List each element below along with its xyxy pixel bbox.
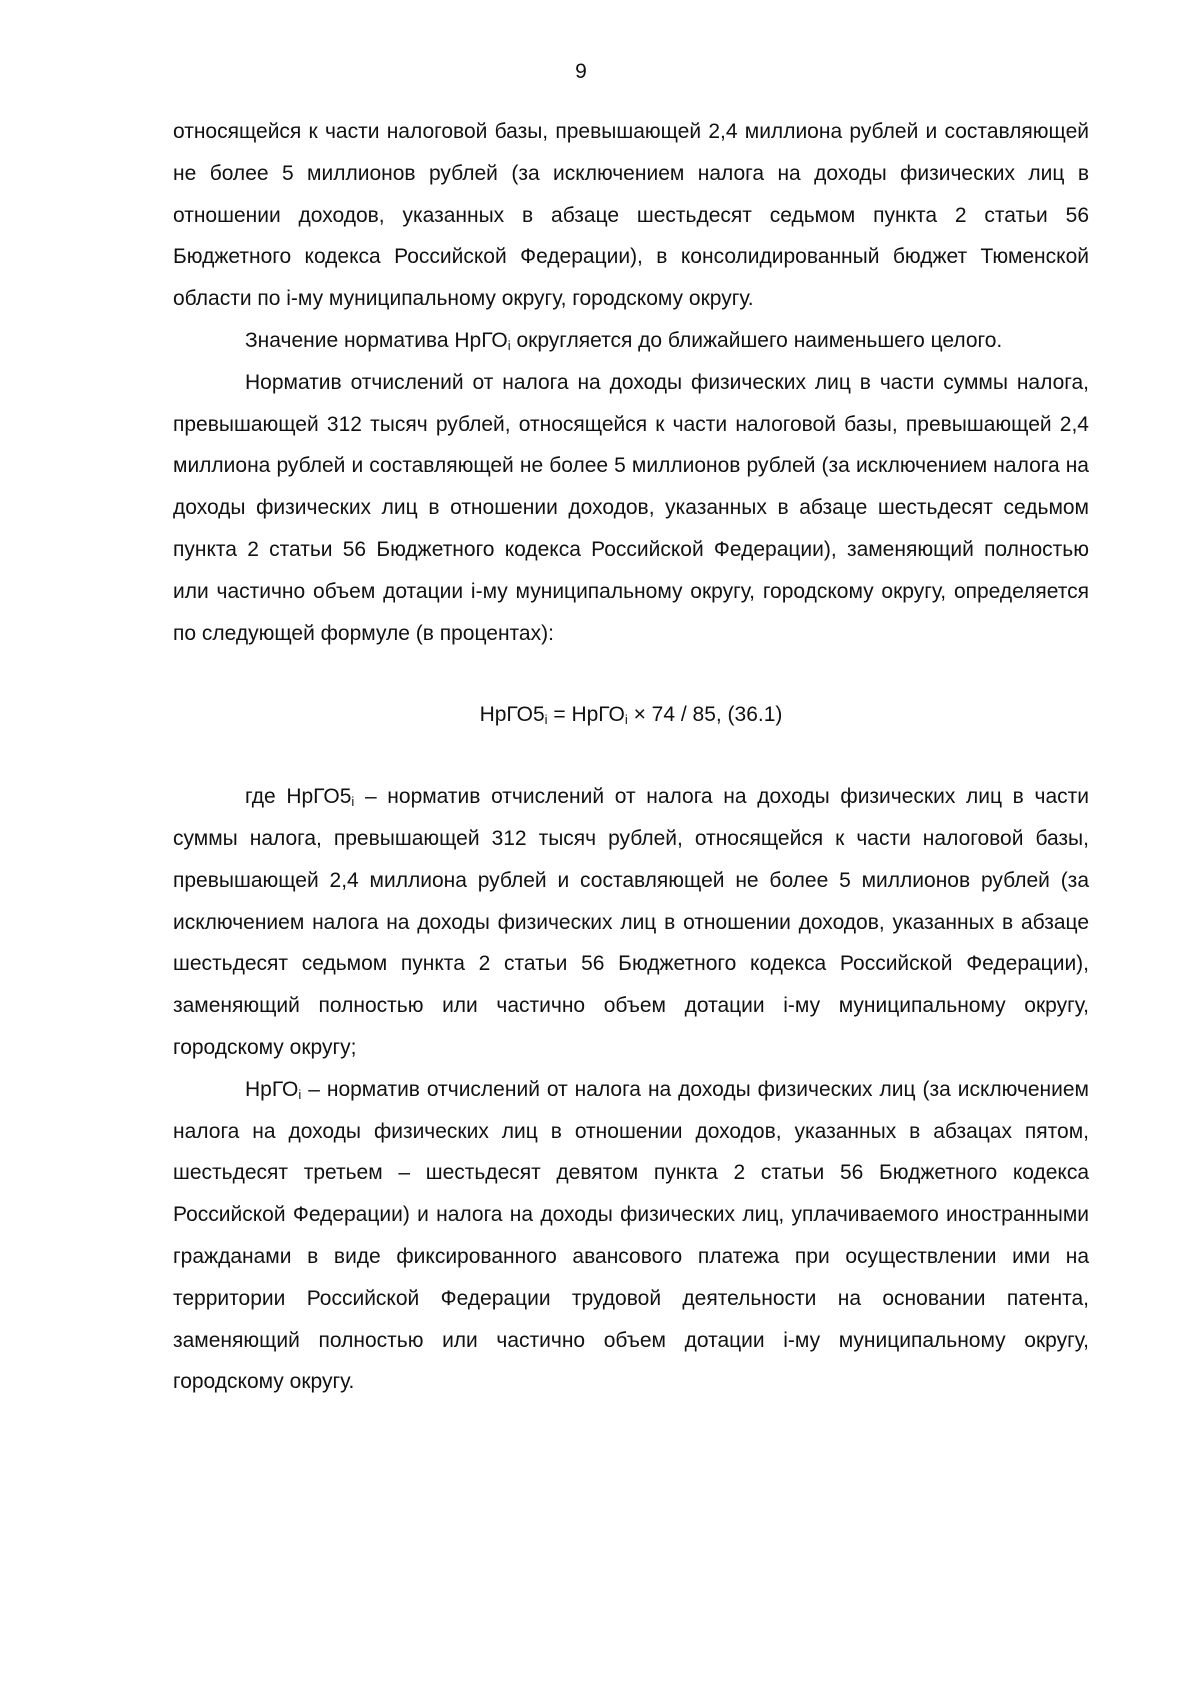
document-body [173, 111, 1089, 1403]
text-segment: – норматив отчислений от налога на доходы физических лиц в части суммы налога, превышающей 312 тысяч рублей, относящейся к части налоговой базы, превышающей 2,4 миллиона рублей и составляющей не более 5 миллионов рублей (за исключением налога на доходы физических лиц в отношении доходов, указанных в абзаце шестьдесят седьмом пункта 2 статьи 56 Бюджетного кодекса Российской Федерации), заменяющий полностью или частично объем дотации i-му муниципальному округу, городскому округу; [173, 785, 1089, 1059]
text-segment: – норматив отчислений от налога на доходы физических лиц (за исключением налога на доходы физических лиц в отношении доходов, указанных в абзацах пятом, шестьдесят третьем – шестьдесят девятом пункта 2 статьи 56 Бюджетного кодекса Российской Федерации) и налога на доходы физических лиц, уплачиваемого иностранными гражданами в виде фиксированного авансового платежа при осуществлении ими на территории Российской Федерации трудовой деятельности на основании патента, заменяющий полностью или частично объем дотации i-му муниципальному округу, городскому округу. [173, 1077, 1089, 1394]
subscript: i [507, 337, 511, 353]
text-segment: округляется до ближайшего наименьшего целого. [510, 328, 1003, 352]
paragraph-where-nrgo5 [173, 776, 1089, 1069]
formula-rest: × 74 / 85, (36.1) [627, 703, 783, 727]
paragraph-rounding-rule [173, 320, 1089, 362]
page-number: 9 [575, 60, 587, 83]
text-segment: где НрГО5 [245, 785, 352, 809]
subscript: i [624, 712, 628, 728]
subscript: i [351, 794, 355, 810]
formula-equals: = НрГО [547, 703, 625, 727]
paragraph-nrgo-definition [173, 1069, 1089, 1403]
text-segment: Значение норматива НрГО [245, 328, 508, 352]
subscript: i [544, 712, 548, 728]
paragraph-norm-definition: Норматив отчислений от налога на доходы физических лиц в части суммы налога, превышающей 312 тысяч рублей, относящейся к части налоговой базы, превышающей 2,4 миллиона рублей и составляющей не более 5 миллионов рублей (за исключением налога на доходы физических лиц в отношении доходов, указанных в абзаце шестьдесят седьмом пункта 2 статьи 56 Бюджетного кодекса Российской Федерации), заменяющий полностью или частично объем дотации i-му муниципальному округу, городскому округу, определяется по следующей формуле (в процентах): [173, 370, 1089, 645]
text-segment: НрГО [245, 1077, 299, 1101]
formula-lhs: НрГО5 [479, 703, 545, 727]
paragraph-continuation: относящейся к части налоговой базы, превышающей 2,4 миллиона рублей и составляющей не более 5 миллионов рублей (за исключением налога на доходы физических лиц в отношении доходов, указанных в абзаце шестьдесят седьмом пункта 2 статьи 56 Бюджетного кодекса Российской Федерации), в консолидированный бюджет Тюменской области по i-му муниципальному округу, городскому округу. [173, 120, 1089, 311]
formula-36-1 [173, 654, 1089, 776]
subscript: i [298, 1086, 302, 1102]
